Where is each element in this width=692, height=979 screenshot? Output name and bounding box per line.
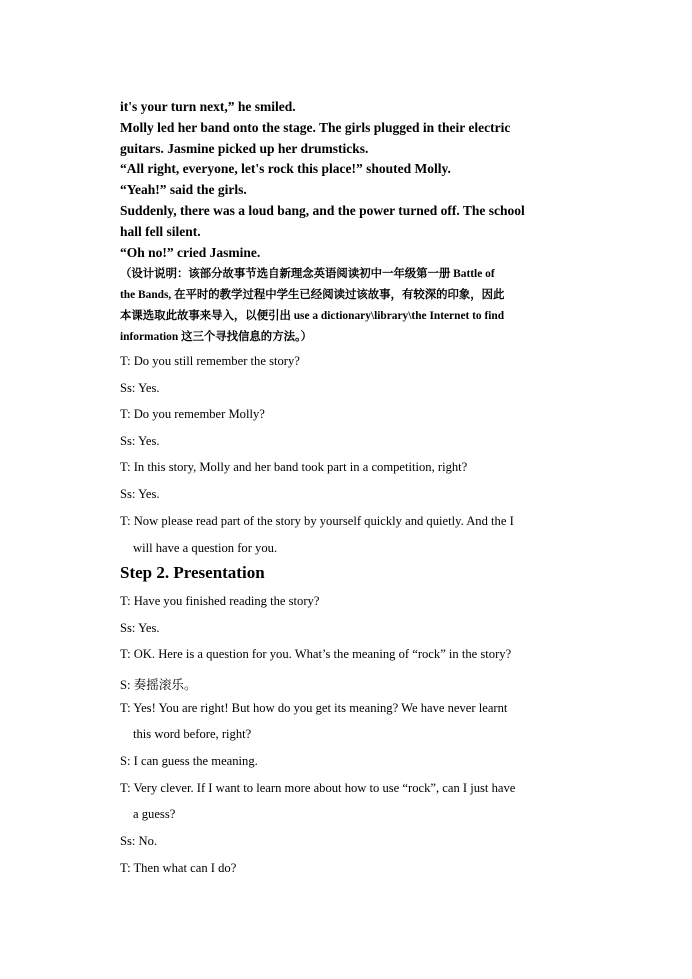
dialog-line: T: Do you still remember the story? (120, 354, 300, 368)
dialog-line: S: 奏摇滚乐。 (120, 678, 197, 692)
dialog-line: T: Then what can I do? (120, 861, 237, 875)
story-line: guitars. Jasmine picked up her drumsticks. (120, 140, 369, 156)
story-line: Molly led her band onto the stage. The girls plugged in their electric (120, 119, 511, 135)
dialog-line: will have a question for you. (133, 541, 278, 555)
dialog-line: T: In this story, Molly and her band took part in a competition, right? (120, 460, 468, 474)
dialog-line: T: OK. Here is a question for you. What’s the meaning of “rock” in the story? (120, 647, 512, 661)
dialog-line: T: Have you finished reading the story? (120, 594, 320, 608)
story-line: “Yeah!” said the girls. (120, 182, 247, 198)
dialog-line: Ss: Yes. (120, 434, 160, 448)
story-line: “All right, everyone, let's rock this place!” shouted Molly. (120, 161, 451, 177)
dialog-line: Ss: No. (120, 834, 158, 848)
design-note-line: 本课选取此故事来导入，以便引出 use a dictionary\library\the Internet to find (120, 310, 505, 322)
dialog-line: Ss: Yes. (120, 487, 160, 501)
design-note-line: （设计说明：该部分故事节选自新理念英语阅读初中一年级第一册 Battle of (120, 268, 495, 280)
story-line: it's your turn next,” he smiled. (120, 99, 296, 114)
dialog-line: this word before, right? (133, 727, 252, 741)
dialog-line: Ss: Yes. (120, 381, 160, 395)
dialog-line: T: Yes! You are right! But how do you get its meaning? We have never learnt (120, 701, 508, 715)
story-line: hall fell silent. (120, 223, 201, 239)
design-note-line: information 这三个寻找信息的方法。） (120, 331, 313, 343)
dialog-line: T: Now please read part of the story by yourself quickly and quietly. And the I (120, 514, 514, 528)
dialog-line: T: Do you remember Molly? (120, 407, 265, 421)
design-note (120, 264, 570, 348)
dialog-line: T: Very clever. If I want to learn more about how to use “rock”, can I just have (120, 781, 516, 795)
story-line: “Oh no!” cried Jasmine. (120, 244, 261, 260)
dialog-line: Ss: Yes. (120, 621, 160, 635)
dialog-line: a guess? (133, 807, 176, 821)
story-excerpt (120, 97, 580, 263)
step-2-heading: Step 2. Presentation (120, 563, 265, 582)
story-line: Suddenly, there was a loud bang, and the power turned off. The school (120, 202, 525, 218)
dialog-line: S: I can guess the meaning. (120, 754, 258, 768)
design-note-line: the Bands, 在平时的教学过程中学生已经阅读过该故事，有较深的印象，因此 (120, 289, 505, 301)
